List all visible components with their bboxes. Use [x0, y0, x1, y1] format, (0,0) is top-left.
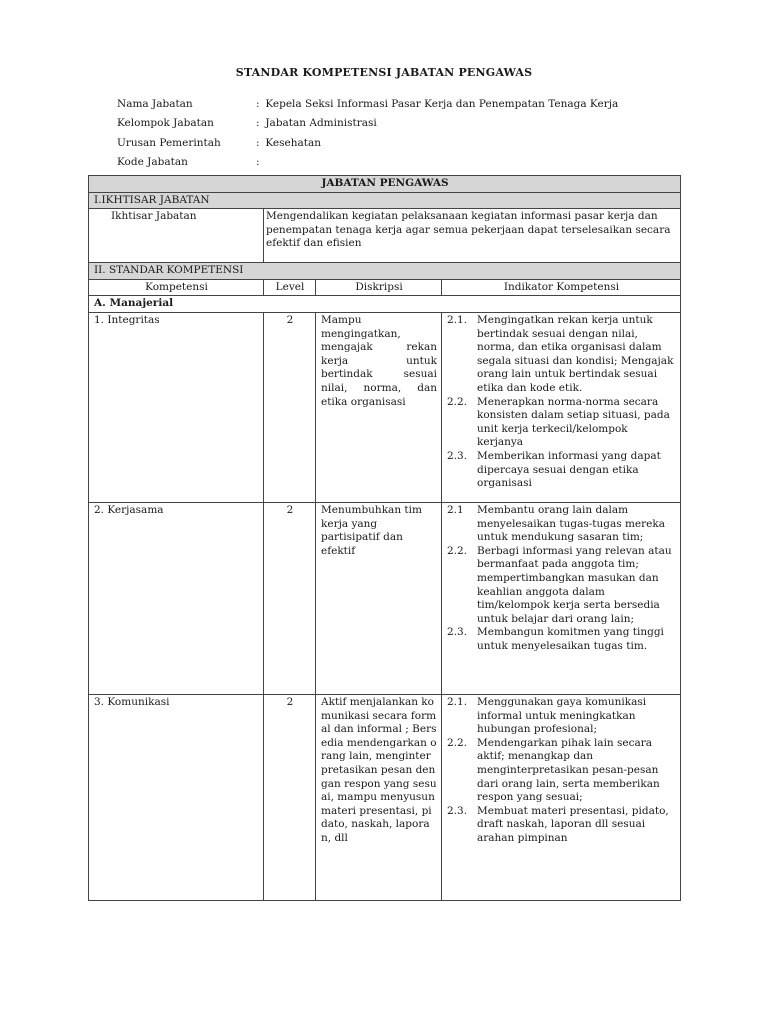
indikator-number: 2.1 [447, 503, 464, 516]
indikator-item [447, 504, 676, 545]
competency-table [88, 175, 681, 901]
indikator-text: Menerapkan norma-norma secara konsisten dalam setiap situasi, pada unit kerja terkecil/kelompok kerjanya [477, 395, 670, 449]
group-heading-manajerial: A. Manajerial [89, 296, 681, 313]
indikator-number: 2.3. [447, 449, 468, 462]
indikator-text: Berbagi informasi yang relevan atau bermanfaat pada anggota tim; mempertimbangkan masukan dan keahlian anggota dalam tim/kelompok kerja serta bersedia untuk belajar dari orang lain; [477, 544, 672, 625]
indikator-item [447, 450, 676, 491]
meta-label: Kode Jabatan [117, 155, 188, 168]
indikator-text: Membangun komitmen yang tinggi untuk menyelesaikan tugas tim. [477, 626, 664, 652]
indikator-number: 2.2. [447, 544, 468, 557]
indikator-text: Mengingatkan rekan kerja untuk bertindak sesuai dengan nilai, norma, dan etika organisasi dalam segala situasi dan kondisi; Mengajak orang lain untuk bertindak sesuai etika dan kode etik. [477, 313, 674, 394]
indikator-item [447, 396, 676, 450]
table-row [89, 502, 681, 694]
meta-value: Jabatan Administrasi [265, 117, 377, 130]
diskripsi-cell: Aktif menjalankan komunikasi secara formal dan informal ; Bersedia mendengarkan orang lain, menginterpretasikan pesan dengan respon yang sesuai, mampu menyusun materi presentasi, pidato, naskah, laporan, dll [316, 694, 442, 900]
table-row [89, 312, 681, 502]
column-header-kompetensi: Kompetensi [89, 279, 264, 296]
meta-colon: : [256, 98, 260, 110]
indikator-number: 2.1. [447, 695, 468, 708]
indikator-number: 2.3. [447, 626, 468, 639]
meta-value: Kesehatan [265, 136, 321, 149]
indikator-number: 2.2. [447, 736, 468, 749]
indikator-item [447, 545, 676, 627]
indikator-cell [442, 502, 681, 694]
indikator-text: Membuat materi presentasi, pidato, draft naskah, laporan dll sesuai arahan pimpinan [477, 804, 669, 844]
column-header-indikator: Indikator Kompetensi [442, 279, 681, 296]
indikator-text: Membantu orang lain dalam menyelesaikan tugas-tugas mereka untuk mendukung sasaran tim; [477, 503, 665, 544]
table-header: JABATAN PENGAWAS [89, 176, 681, 193]
meta-colon: : [256, 155, 260, 168]
meta-row-kode-jabatan [117, 155, 618, 174]
indikator-text: Menggunakan gaya komunikasi informal untuk meningkatkan hubungan profesional; [477, 695, 647, 736]
meta-colon: : [256, 117, 260, 130]
kompetensi-cell: 2. Kerjasama [89, 502, 264, 694]
indikator-number: 2.1. [447, 313, 468, 326]
document-title: STANDAR KOMPETENSI JABATAN PENGAWAS [235, 66, 533, 79]
job-meta [117, 97, 618, 174]
meta-colon: : [256, 136, 260, 149]
meta-row-kelompok-jabatan [117, 116, 618, 135]
meta-row-urusan-pemerintah [117, 136, 618, 155]
indikator-item [447, 626, 676, 653]
meta-value: Kepela Seksi Informasi Pasar Kerja dan Penempatan Tenaga Kerja [265, 98, 619, 110]
section-standar-heading: II. STANDAR KOMPETENSI [89, 263, 681, 280]
indikator-cell [442, 694, 681, 900]
meta-label: Nama Jabatan [117, 98, 193, 110]
indikator-number: 2.2. [447, 395, 468, 408]
diskripsi-cell: Mampu mengingatkan, mengajak rekan kerja untuk bertindak sesuai nilai, norma, dan etika organisasi [316, 312, 442, 502]
indikator-cell [442, 312, 681, 502]
meta-label: Kelompok Jabatan [117, 117, 214, 130]
indikator-text: Mendengarkan pihak lain secara aktif; menangkap dan menginterpretasikan pesan-pesan dari orang lain, serta memberikan respon yang sesuai; [477, 736, 660, 804]
ikhtisar-label: Ikhtisar Jabatan [89, 209, 264, 263]
section-ikhtisar-heading: I.IKHTISAR JABATAN [89, 192, 681, 209]
indikator-item [447, 696, 676, 737]
column-header-diskripsi: Diskripsi [316, 279, 442, 296]
meta-label: Urusan Pemerintah [117, 136, 221, 149]
meta-row-nama-jabatan [117, 97, 618, 116]
kompetensi-cell: 1. Integritas [89, 312, 264, 502]
column-header-level: Level [264, 279, 316, 296]
indikator-item [447, 805, 676, 846]
indikator-number: 2.3. [447, 804, 468, 817]
indikator-item [447, 314, 676, 396]
level-cell: 2 [264, 694, 316, 900]
diskripsi-cell: Menumbuhkan tim kerja yang partisipatif dan efektif [316, 502, 442, 694]
indikator-item [447, 737, 676, 805]
ikhtisar-text: Mengendalikan kegiatan pelaksanaan kegiatan informasi pasar kerja dan penempatan tenaga kerja agar semua pekerjaan dapat terselesaikan secara efektif dan efisien [264, 209, 681, 263]
table-row [89, 694, 681, 900]
level-cell: 2 [264, 312, 316, 502]
kompetensi-cell: 3. Komunikasi [89, 694, 264, 900]
level-cell: 2 [264, 502, 316, 694]
indikator-text: Memberikan informasi yang dapat dipercaya sesuai dengan etika organisasi [477, 449, 661, 490]
